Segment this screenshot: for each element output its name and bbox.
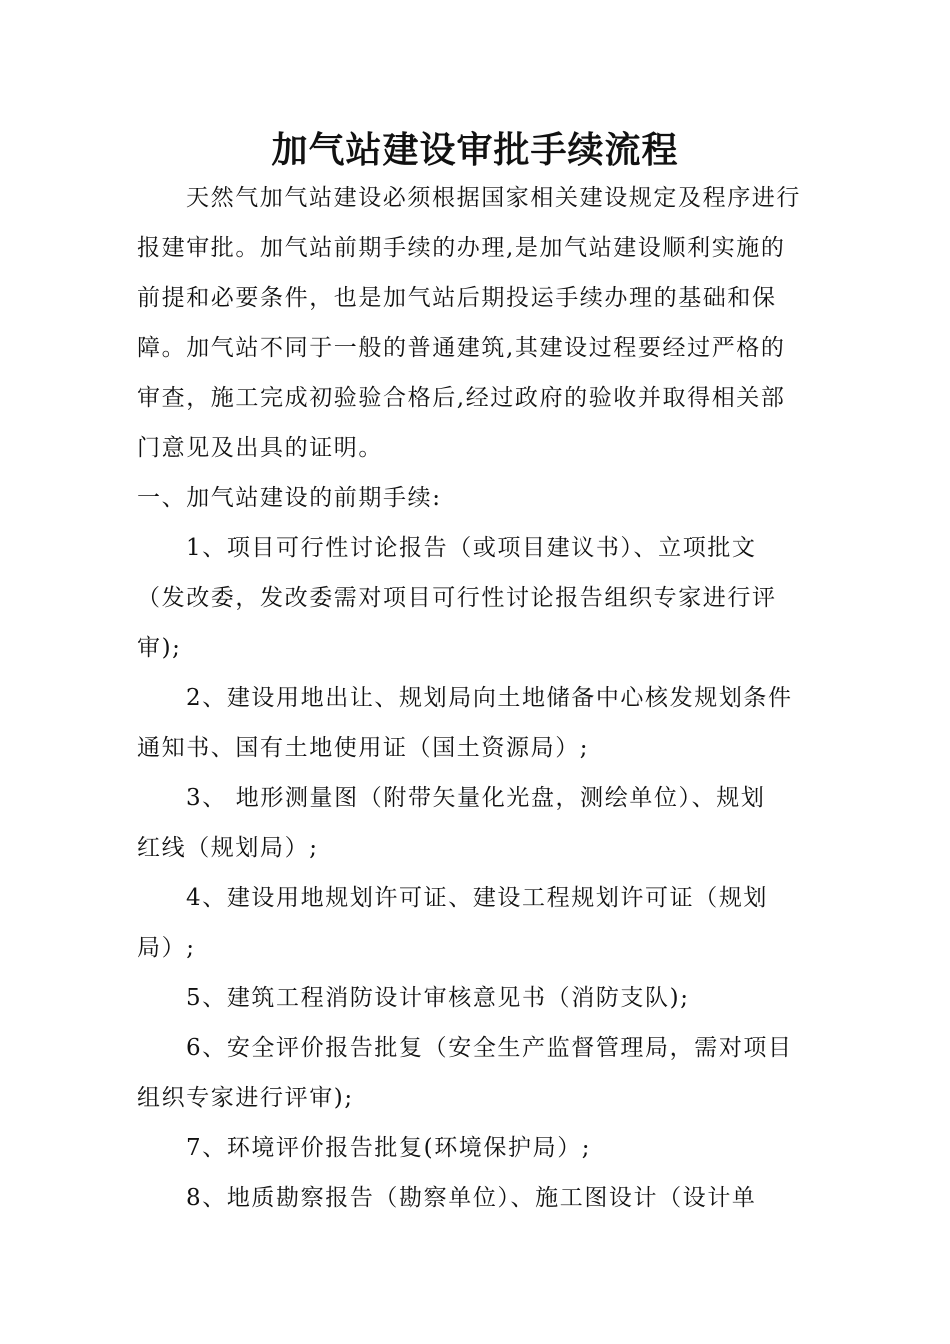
list-item-line: 8、地质勘察报告（勘察单位）、施工图设计（设计单 bbox=[186, 1185, 757, 1211]
list-item-line: 局）; bbox=[137, 935, 196, 961]
list-item-line: 红线（规划局）; bbox=[137, 835, 319, 861]
list-item-line: 4、建设用地规划许可证、建设工程规划许可证（规划 bbox=[186, 885, 769, 911]
list-item-line: 5、建筑工程消防设计审核意见书（消防支队); bbox=[186, 985, 690, 1011]
paragraph-line: 前提和必要条件，也是加气站后期投运手续办理的基础和保 bbox=[137, 285, 777, 311]
list-item-line: 6、安全评价报告批复（安全生产监督管理局，需对项目 bbox=[186, 1035, 793, 1061]
paragraph-line: 审查，施工完成初验验合格后,经过政府的验收并取得相关部 bbox=[137, 385, 786, 411]
list-item-line: （发改委，发改委需对项目可行性讨论报告组织专家进行评 bbox=[137, 585, 777, 611]
list-item-line: 7、环境评价报告批复(环境保护局）; bbox=[186, 1135, 592, 1161]
paragraph-line: 天然气加气站建设必须根据国家相关建设规定及程序进行 bbox=[186, 185, 801, 211]
section-heading: 一、加气站建设的前期手续: bbox=[137, 485, 442, 511]
list-item-line: 通知书、国有土地使用证（国土资源局）; bbox=[137, 735, 590, 761]
paragraph-line: 门意见及出具的证明。 bbox=[137, 435, 383, 461]
list-item-line: 1、项目可行性讨论报告（或项目建议书）、立项批文 bbox=[186, 535, 757, 561]
paragraph-line: 报建审批。加气站前期手续的办理,是加气站建设顺利实施的 bbox=[137, 235, 786, 261]
list-item-line: 3、 地形测量图（附带矢量化光盘，测绘单位）、规划 bbox=[186, 785, 766, 811]
document-title: 加气站建设审批手续流程 bbox=[271, 129, 679, 171]
list-item-line: 审); bbox=[137, 635, 182, 661]
paragraph-line: 障。加气站不同于一般的普通建筑,其建设过程要经过严格的 bbox=[137, 335, 786, 361]
list-item-line: 组织专家进行评审); bbox=[137, 1085, 354, 1111]
list-item-line: 2、建设用地出让、规划局向土地储备中心核发规划条件 bbox=[186, 685, 793, 711]
